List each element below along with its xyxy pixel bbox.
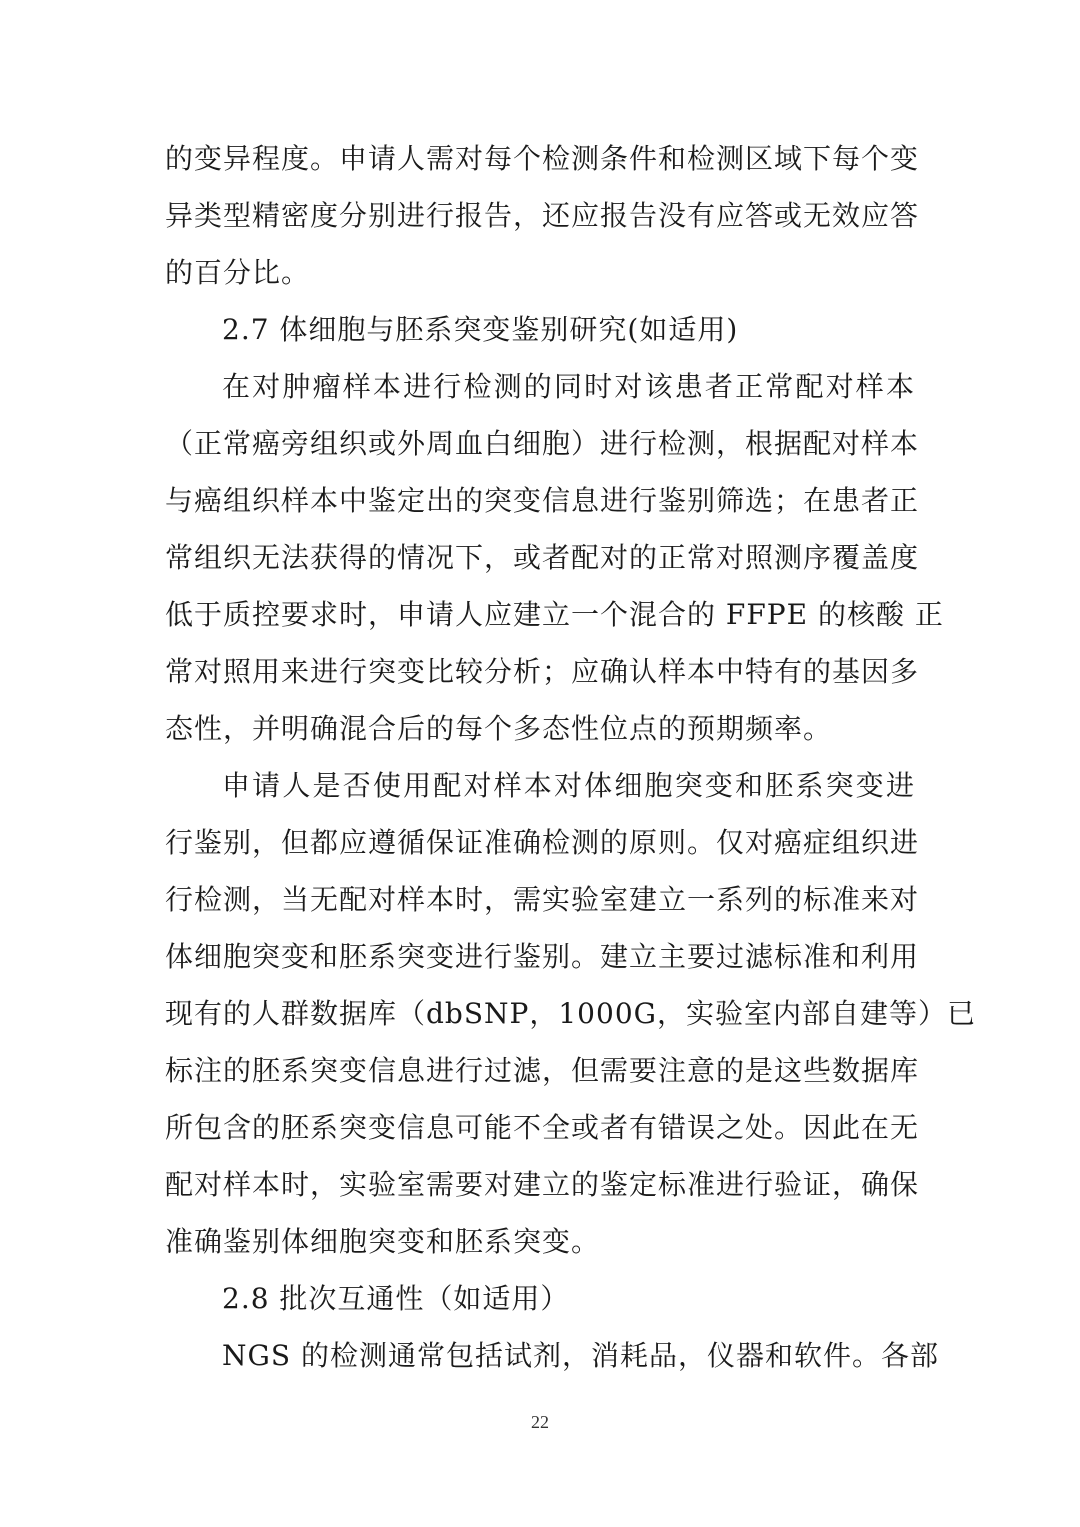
paragraph-line: NGS 的检测通常包括试剂，消耗品，仪器和软件。各部 <box>222 1339 939 1372</box>
paragraph-line: 现有的人群数据库（dbSNP，1000G，实验室内部自建等）已 <box>165 997 976 1030</box>
paragraph-line: 在对肿瘤样本进行检测的同时对该患者正常配对样本 <box>222 370 915 403</box>
page-number: 22 <box>531 1412 549 1432</box>
paragraph-line: 申请人是否使用配对样本对体细胞突变和胚系突变进 <box>222 769 915 802</box>
paragraph-line: 的百分比。 <box>165 256 311 289</box>
paragraph-line: 与癌组织样本中鉴定出的突变信息进行鉴别筛选；在患者正 <box>165 484 920 517</box>
paragraph-line: （正常癌旁组织或外周血白细胞）进行检测，根据配对样本 <box>165 427 920 460</box>
paragraph-line: 低于质控要求时，申请人应建立一个混合的 FFPE 的核酸 正 <box>165 598 944 631</box>
paragraph-line: 行检测，当无配对样本时，需实验室建立一系列的标准来对 <box>165 883 920 916</box>
paragraph-line: 准确鉴别体细胞突变和胚系突变。 <box>165 1225 601 1258</box>
paragraph-line: 异类型精密度分别进行报告，还应报告没有应答或无效应答 <box>165 199 920 232</box>
paragraph-line: 的变异程度。申请人需对每个检测条件和检测区域下每个变 <box>165 142 920 175</box>
paragraph-line: 配对样本时，实验室需要对建立的鉴定标准进行验证，确保 <box>165 1168 920 1201</box>
paragraph-line: 行鉴别，但都应遵循保证准确检测的原则。仅对癌症组织进 <box>165 826 920 859</box>
paragraph-line: 体细胞突变和胚系突变进行鉴别。建立主要过滤标准和利用 <box>165 940 920 973</box>
section-heading-2-8: 2.8 批次互通性（如适用） <box>222 1282 570 1315</box>
paragraph-line: 标注的胚系突变信息进行过滤，但需要注意的是这些数据库 <box>165 1054 920 1087</box>
paragraph-line: 所包含的胚系突变信息可能不全或者有错误之处。因此在无 <box>165 1111 920 1144</box>
section-heading-2-7: 2.7 体细胞与胚系突变鉴别研究(如适用) <box>222 313 739 346</box>
paragraph-line: 常对照用来进行突变比较分析；应确认样本中特有的基因多 <box>165 655 920 688</box>
paragraph-line: 态性，并明确混合后的每个多态性位点的预期频率。 <box>165 712 833 745</box>
paragraph-line: 常组织无法获得的情况下，或者配对的正常对照测序覆盖度 <box>165 541 920 574</box>
